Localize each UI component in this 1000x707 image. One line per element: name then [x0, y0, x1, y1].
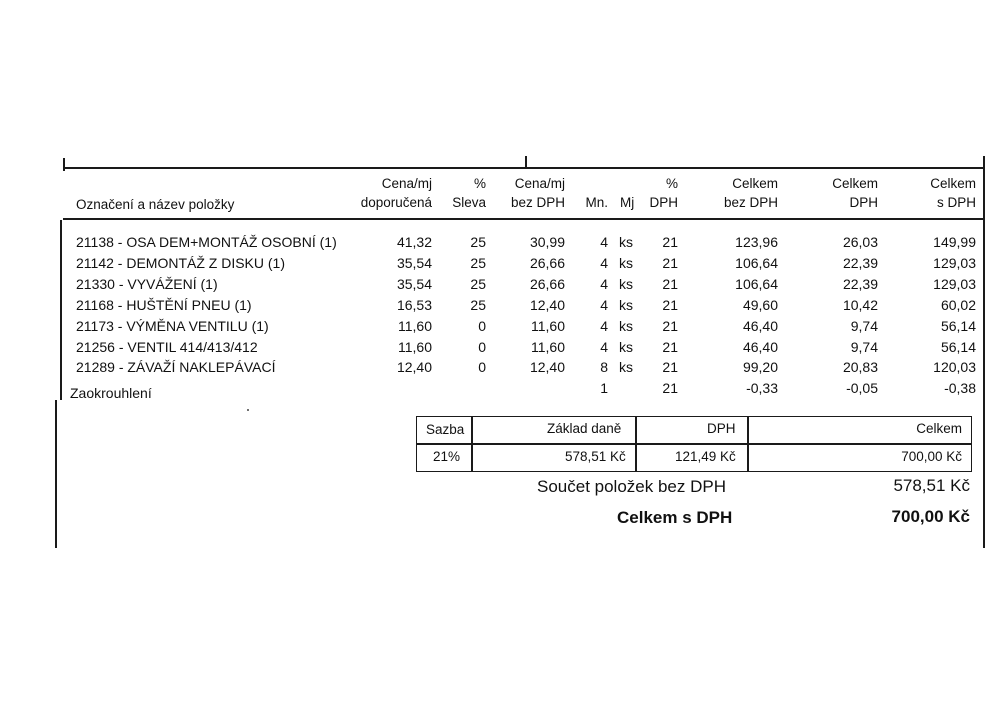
item-qty: 8	[600, 359, 608, 375]
item-total-net: 106,64	[735, 255, 778, 271]
item-unit: ks	[619, 359, 633, 375]
item-vat-rate: 21	[662, 318, 678, 334]
header-unit: Mj	[620, 195, 635, 210]
header-net-1: Cena/mj	[514, 176, 565, 191]
vat-table-total: 700,00 Kč	[901, 449, 962, 464]
item-total-net: 46,40	[742, 339, 778, 355]
item-net-price: 12,40	[529, 359, 565, 375]
item-discount: 25	[470, 297, 486, 313]
item-unit: ks	[619, 339, 633, 355]
vat-table-header-vat: DPH	[707, 421, 736, 436]
rounding-label: Zaokrouhlení	[70, 385, 152, 401]
rounding-vat: 21	[662, 380, 678, 396]
item-price: 11,60	[398, 339, 432, 355]
grand-total-label: Celkem s DPH	[617, 508, 733, 527]
item-total-net: 123,96	[735, 234, 778, 250]
vat-table-header-base: Základ daně	[547, 421, 622, 436]
item-vat-rate: 21	[662, 339, 678, 355]
scan-speck	[247, 409, 249, 411]
vat-table-rate: 21%	[433, 449, 461, 464]
item-net-price: 26,66	[529, 255, 565, 271]
item-price: 11,60	[398, 318, 432, 334]
item-net-price: 12,40	[529, 297, 565, 313]
sum-without-vat-value: 578,51 Kč	[893, 476, 970, 495]
item-vat-rate: 21	[662, 276, 678, 292]
item-vat-rate: 21	[662, 255, 678, 271]
vat-table-col2	[635, 417, 637, 471]
vat-table-base: 578,51 Kč	[565, 449, 626, 464]
item-total: 129,03	[933, 255, 976, 271]
vat-table-col3	[747, 417, 749, 471]
item-total-net: 49,60	[742, 297, 778, 313]
item-name: 21173 - VÝMĚNA VENTILU (1)	[76, 318, 269, 334]
header-vat-2: DPH	[649, 195, 678, 210]
item-price: 35,54	[396, 255, 432, 271]
item-total-vat: 9,74	[850, 339, 878, 355]
item-total-net: 46,40	[742, 318, 778, 334]
item-unit: ks	[619, 318, 633, 334]
item-total-vat: 26,03	[842, 234, 878, 250]
rounding-total: -0,38	[944, 380, 976, 396]
rounding-total-vat: -0,05	[846, 380, 878, 396]
left-border-mid	[60, 220, 62, 400]
right-border	[983, 156, 985, 548]
item-net-price: 26,66	[529, 276, 565, 292]
item-vat-rate: 21	[662, 297, 678, 313]
header-vat-1: %	[665, 176, 678, 191]
vat-table-header-total: Celkem	[916, 421, 962, 436]
item-discount: 0	[478, 318, 486, 334]
vat-table-header-rate: Sazba	[426, 422, 465, 437]
item-qty: 4	[600, 339, 608, 355]
item-discount: 25	[470, 255, 486, 271]
item-total-vat: 9,74	[850, 318, 878, 334]
item-discount: 25	[470, 276, 486, 292]
item-total-net: 99,20	[742, 359, 778, 375]
item-unit: ks	[619, 234, 633, 250]
item-vat-rate: 21	[662, 234, 678, 250]
item-discount: 25	[470, 234, 486, 250]
item-unit: ks	[619, 276, 633, 292]
header-total-2: s DPH	[936, 195, 976, 210]
header-item-name: Označení a název položky	[76, 197, 235, 212]
header-total-net-2: bez DPH	[723, 195, 778, 210]
item-unit: ks	[619, 297, 633, 313]
item-name: 21330 - VYVÁŽENÍ (1)	[76, 276, 218, 292]
item-name: 21168 - HUŠTĚNÍ PNEU (1)	[76, 297, 252, 313]
header-price-1: Cena/mj	[381, 176, 432, 191]
item-total: 149,99	[933, 234, 976, 250]
item-total: 60,02	[940, 297, 976, 313]
item-name: 21256 - VENTIL 414/413/412	[76, 339, 258, 355]
left-border-lower	[55, 400, 57, 548]
item-net-price: 11,60	[531, 339, 565, 355]
item-total-vat: 22,39	[842, 255, 878, 271]
sum-without-vat-label: Součet položek bez DPH	[537, 477, 726, 496]
item-total: 129,03	[933, 276, 976, 292]
item-qty: 4	[600, 318, 608, 334]
header-total-1: Celkem	[930, 176, 976, 191]
header-total-vat-1: Celkem	[832, 176, 878, 191]
item-net-price: 30,99	[529, 234, 565, 250]
item-price: 35,54	[396, 276, 432, 292]
header-total-vat-2: DPH	[849, 195, 878, 210]
item-net-price: 11,60	[531, 318, 565, 334]
item-qty: 4	[600, 276, 608, 292]
header-bottom-line	[63, 218, 985, 220]
header-discount-2: Sleva	[452, 195, 486, 210]
header-total-net-1: Celkem	[732, 176, 778, 191]
item-total-vat: 20,83	[842, 359, 878, 375]
vat-table-col1	[471, 417, 473, 471]
grand-total-value: 700,00 Kč	[891, 507, 970, 526]
item-discount: 0	[478, 359, 486, 375]
item-discount: 0	[478, 339, 486, 355]
item-qty: 4	[600, 297, 608, 313]
item-name: 21138 - OSA DEM+MONTÁŽ OSOBNÍ (1)	[76, 234, 337, 250]
header-qty: Mn.	[585, 195, 608, 210]
header-discount-1: %	[473, 176, 486, 191]
vat-summary-table	[416, 416, 972, 472]
rounding-total-net: -0,33	[746, 380, 778, 396]
header-top-line	[63, 167, 985, 169]
item-total: 120,03	[933, 359, 976, 375]
left-border	[63, 158, 65, 171]
rounding-qty: 1	[600, 380, 608, 396]
item-name: 21289 - ZÁVAŽÍ NAKLEPÁVACÍ	[76, 359, 276, 375]
header-net-2: bez DPH	[510, 195, 565, 210]
item-total-vat: 22,39	[842, 276, 878, 292]
item-unit: ks	[619, 255, 633, 271]
item-vat-rate: 21	[662, 359, 678, 375]
item-total-vat: 10,42	[842, 297, 878, 313]
item-total: 56,14	[940, 318, 976, 334]
vat-table-divider	[417, 443, 971, 445]
item-price: 12,40	[396, 359, 432, 375]
header-price-2: doporučená	[360, 195, 432, 210]
item-qty: 4	[600, 234, 608, 250]
item-price: 41,32	[396, 234, 432, 250]
item-total-net: 106,64	[735, 276, 778, 292]
item-total: 56,14	[940, 339, 976, 355]
item-price: 16,53	[396, 297, 432, 313]
vat-table-vat: 121,49 Kč	[675, 449, 736, 464]
item-qty: 4	[600, 255, 608, 271]
item-name: 21142 - DEMONTÁŽ Z DISKU (1)	[76, 255, 286, 271]
